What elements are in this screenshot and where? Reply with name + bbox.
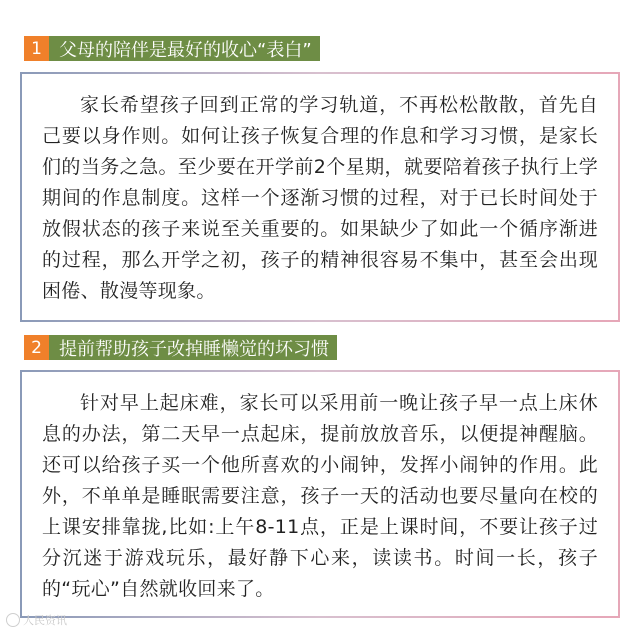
section-1-number-badge: 1: [24, 36, 49, 61]
section-1-title: 父母的陪伴是最好的收心“表白”: [49, 36, 320, 61]
section-2-title: 提前帮助孩子改掉睡懒觉的坏习惯: [49, 335, 337, 360]
section-2-number-badge: 2: [24, 335, 49, 360]
watermark-text: 人民资讯: [23, 614, 67, 627]
section-2-heading: [24, 335, 337, 360]
watermark-logo-icon: [6, 613, 20, 627]
watermark: [6, 612, 67, 628]
section-1-heading: [24, 36, 320, 61]
section-1-card: [20, 72, 620, 322]
section-2-body: 针对早上起床难，家长可以采用前一晚让孩子早一点上床休息的办法，第二天早一点起床，提前放放音乐，以便提神醒脑。还可以给孩子买一个他所喜欢的小闹钟，发挥小闹钟的作用。此外，不单单是睡眠需要注意，孩子一天的活动也要尽量向在校的上课安排靠拢,比如:上午8-11点，正是上课时间，不要让孩子过分沉迷于游戏玩乐，最好静下心来，读读书。时间一长，孩子的“玩心”自然就收回来了。: [42, 392, 598, 600]
section-2-card: [20, 370, 620, 618]
section-1-body: 家长希望孩子回到正常的学习轨道，不再松松散散，首先自己要以身作则。如何让孩子恢复合理的作息和学习习惯，是家长们的当务之急。至少要在开学前2个星期，就要陪着孩子执行上学期间的作息制度。这样一个逐渐习惯的过程，对于已长时间处于放假状态的孩子来说至关重要的。如果缺少了如此一个循序渐进的过程，那么开学之初，孩子的精神很容易不集中，甚至会出现困倦、散漫等现象。: [42, 94, 598, 302]
